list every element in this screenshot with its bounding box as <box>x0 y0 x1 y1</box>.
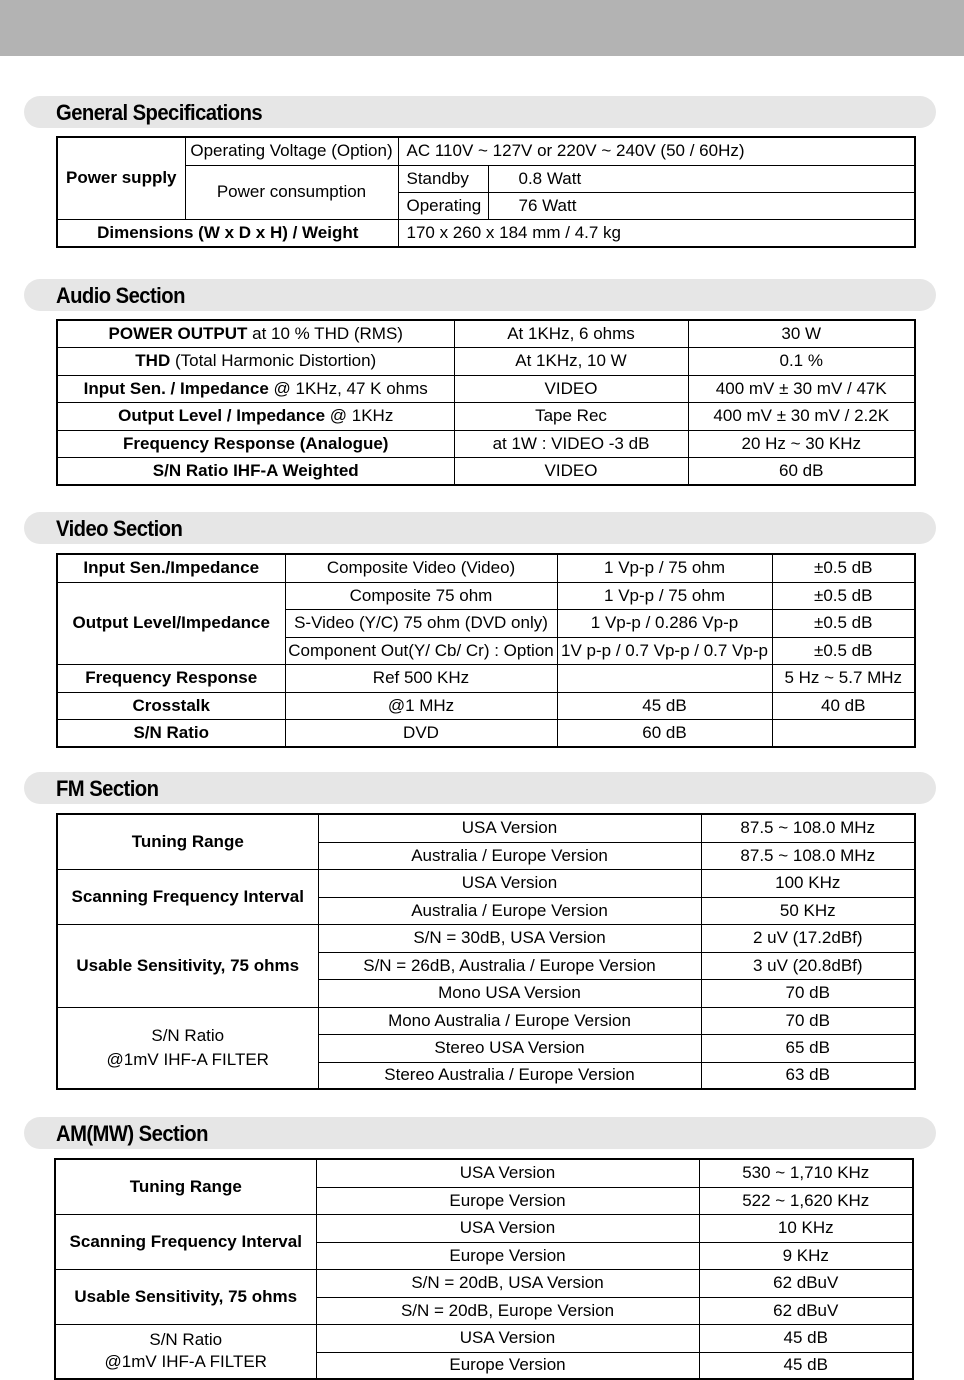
param-bold: Output Level / Impedance <box>118 406 326 425</box>
output-level: 1V p-p / 0.7 Vp-p / 0.7 Vp-p <box>557 637 772 664</box>
section-header-video <box>24 512 936 544</box>
table-row <box>57 375 915 402</box>
table-row <box>57 924 915 952</box>
param-bold: Input Sen. / Impedance <box>83 378 269 398</box>
condition: Europe Version <box>316 1242 699 1269</box>
sn-sublabel: @1mV IHF-A FILTER <box>104 1352 267 1372</box>
condition: USA Version <box>318 814 701 842</box>
power-supply-label: Power supply <box>57 137 185 219</box>
section-header-audio <box>24 279 936 311</box>
condition: at 1W : VIDEO -3 dB <box>454 430 688 457</box>
value: 63 dB <box>701 1062 915 1089</box>
value: 45 dB <box>699 1324 913 1352</box>
condition: S/N = 20dB, USA Version <box>316 1269 699 1297</box>
value: 87.5 ~ 108.0 MHz <box>701 814 915 842</box>
table-row <box>57 582 915 609</box>
standby-value: 0.8 Watt <box>488 165 915 192</box>
param-rest: @ 1KHz, 47 K ohms <box>268 378 428 398</box>
sn-label: S/N Ratio <box>149 1330 223 1350</box>
operating-value: 76 Watt <box>488 192 915 219</box>
output-tolerance: ±0.5 dB <box>772 609 915 637</box>
condition: Europe Version <box>316 1187 699 1214</box>
output-tolerance: ±0.5 dB <box>772 637 915 664</box>
table-row <box>57 430 915 457</box>
sn-label: S/N Ratio <box>151 1025 225 1045</box>
param-rest: @ 1KHz <box>325 406 394 425</box>
audio-specs-table <box>56 319 916 486</box>
section-title: AM(MW) Section <box>56 1121 208 1146</box>
fm-specs-table <box>56 813 916 1090</box>
sn-sublabel: @1mV IHF-A FILTER <box>106 1049 269 1069</box>
table-row <box>57 664 915 692</box>
output-level: 1 Vp-p / 75 ohm <box>557 582 772 609</box>
value: 9 KHz <box>699 1242 913 1269</box>
condition: At 1KHz, 10 W <box>454 347 688 375</box>
operating-label: Operating <box>398 192 488 219</box>
standby-label: Standby <box>398 165 488 192</box>
table-row <box>57 554 915 582</box>
param-bold: Frequency Response (Analogue) <box>123 433 389 453</box>
sn-label: S/N Ratio <box>57 719 285 747</box>
freq-label: Frequency Response <box>57 664 285 692</box>
value: 87.5 ~ 108.0 MHz <box>701 842 915 869</box>
output-type: Component Out(Y/ Cb/ Cr) : Option <box>285 637 557 664</box>
input-tolerance: ±0.5 dB <box>772 554 915 582</box>
value: 50 KHz <box>701 897 915 924</box>
freq-value: 5 Hz ~ 5.7 MHz <box>772 664 915 692</box>
output-tolerance: ±0.5 dB <box>772 582 915 609</box>
table-row <box>57 719 915 747</box>
dimensions-value: 170 x 260 x 184 mm / 4.7 kg <box>398 219 915 247</box>
usable-label: Usable Sensitivity, 75 ohms <box>55 1269 316 1324</box>
table-row <box>57 814 915 842</box>
output-type: Composite 75 ohm <box>285 582 557 609</box>
op-voltage-label: Operating Voltage (Option) <box>185 137 398 165</box>
value: 3 uV (20.8dBf) <box>701 952 915 979</box>
condition: S/N = 30dB, USA Version <box>318 924 701 952</box>
section-header-fm <box>24 772 936 804</box>
section-title: Audio Section <box>56 283 185 308</box>
table-row <box>57 347 915 375</box>
condition: Mono Australia / Europe Version <box>318 1007 701 1034</box>
sn-label-cell <box>55 1324 316 1379</box>
value: 522 ~ 1,620 KHz <box>699 1187 913 1214</box>
table-row <box>55 1324 913 1352</box>
value: 20 Hz ~ 30 KHz <box>688 430 915 457</box>
table-row <box>57 869 915 897</box>
output-level: 1 Vp-p / 0.286 Vp-p <box>557 609 772 637</box>
dimensions-label: Dimensions (W x D x H) / Weight <box>57 219 398 247</box>
power-consumption-label: Power consumption <box>185 165 398 219</box>
top-header-bar <box>0 0 964 56</box>
tuning-label: Tuning Range <box>55 1159 316 1214</box>
param-bold: POWER OUTPUT <box>108 323 248 343</box>
input-type: Composite Video (Video) <box>285 554 557 582</box>
condition: S/N = 26dB, Australia / Europe Version <box>318 952 701 979</box>
condition: At 1KHz, 6 ohms <box>454 320 688 347</box>
condition: USA Version <box>316 1214 699 1242</box>
condition: VIDEO <box>454 375 688 402</box>
op-voltage-value: AC 110V ~ 127V or 220V ~ 240V (50 / 60Hz) <box>398 137 915 165</box>
condition: USA Version <box>318 869 701 897</box>
value: 400 mV ± 30 mV / 2.2K <box>688 402 915 430</box>
condition: S/N = 20dB, Europe Version <box>316 1297 699 1324</box>
sn-cond: DVD <box>285 719 557 747</box>
crosstalk-cond: @1 MHz <box>285 692 557 719</box>
tuning-label: Tuning Range <box>57 814 318 869</box>
table-row <box>55 1159 913 1187</box>
sn-value: 60 dB <box>557 719 772 747</box>
table-row <box>57 320 915 347</box>
section-title: General Specifications <box>56 100 263 125</box>
scan-label: Scanning Frequency Interval <box>57 869 318 924</box>
usable-label: Usable Sensitivity, 75 ohms <box>57 924 318 1007</box>
condition: Europe Version <box>316 1352 699 1379</box>
condition: USA Version <box>316 1159 699 1187</box>
value: 45 dB <box>699 1352 913 1379</box>
value: 100 KHz <box>701 869 915 897</box>
table-row <box>57 1007 915 1034</box>
table-row <box>57 402 915 430</box>
video-specs-table <box>56 553 916 748</box>
output-label: Output Level/Impedance <box>57 582 285 664</box>
section-header-am <box>24 1117 936 1149</box>
empty-cell <box>557 664 772 692</box>
table-row <box>55 1214 913 1242</box>
crosstalk-label: Crosstalk <box>57 692 285 719</box>
table-row <box>57 457 915 485</box>
sn-label-cell <box>57 1007 318 1089</box>
value: 530 ~ 1,710 KHz <box>699 1159 913 1187</box>
crosstalk-value-b: 40 dB <box>772 692 915 719</box>
table-row <box>55 1269 913 1297</box>
param-rest: at 10 % THD (RMS) <box>247 323 403 343</box>
param-rest: (Total Harmonic Distortion) <box>170 351 377 370</box>
value: 10 KHz <box>699 1214 913 1242</box>
condition: Tape Rec <box>454 402 688 430</box>
section-header-general <box>24 96 936 128</box>
general-specs-table <box>56 136 916 248</box>
scan-label: Scanning Frequency Interval <box>55 1214 316 1269</box>
value: 2 uV (17.2dBf) <box>701 924 915 952</box>
param-bold: THD <box>135 351 171 370</box>
condition: Australia / Europe Version <box>318 842 701 869</box>
value: 62 dBuV <box>699 1297 913 1324</box>
condition: Mono USA Version <box>318 979 701 1007</box>
value: 65 dB <box>701 1034 915 1062</box>
output-type: S-Video (Y/C) 75 ohm (DVD only) <box>285 609 557 637</box>
condition: VIDEO <box>454 457 688 485</box>
value: 30 W <box>688 320 915 347</box>
input-label: Input Sen./Impedance <box>57 554 285 582</box>
condition: Australia / Europe Version <box>318 897 701 924</box>
condition: Stereo Australia / Europe Version <box>318 1062 701 1089</box>
value: 0.1 % <box>688 347 915 375</box>
value: 60 dB <box>688 457 915 485</box>
freq-ref: Ref 500 KHz <box>285 664 557 692</box>
input-level: 1 Vp-p / 75 ohm <box>557 554 772 582</box>
condition: USA Version <box>316 1324 699 1352</box>
table-row <box>57 692 915 719</box>
empty-cell <box>772 719 915 747</box>
crosstalk-value-a: 45 dB <box>557 692 772 719</box>
param-bold: S/N Ratio IHF-A Weighted <box>152 460 359 480</box>
value: 400 mV ± 30 mV / 47K <box>688 375 915 402</box>
value: 70 dB <box>701 1007 915 1034</box>
am-specs-table <box>54 1158 914 1380</box>
section-title: FM Section <box>56 776 159 801</box>
condition: Stereo USA Version <box>318 1034 701 1062</box>
value: 62 dBuV <box>699 1269 913 1297</box>
section-title: Video Section <box>56 516 183 541</box>
value: 70 dB <box>701 979 915 1007</box>
